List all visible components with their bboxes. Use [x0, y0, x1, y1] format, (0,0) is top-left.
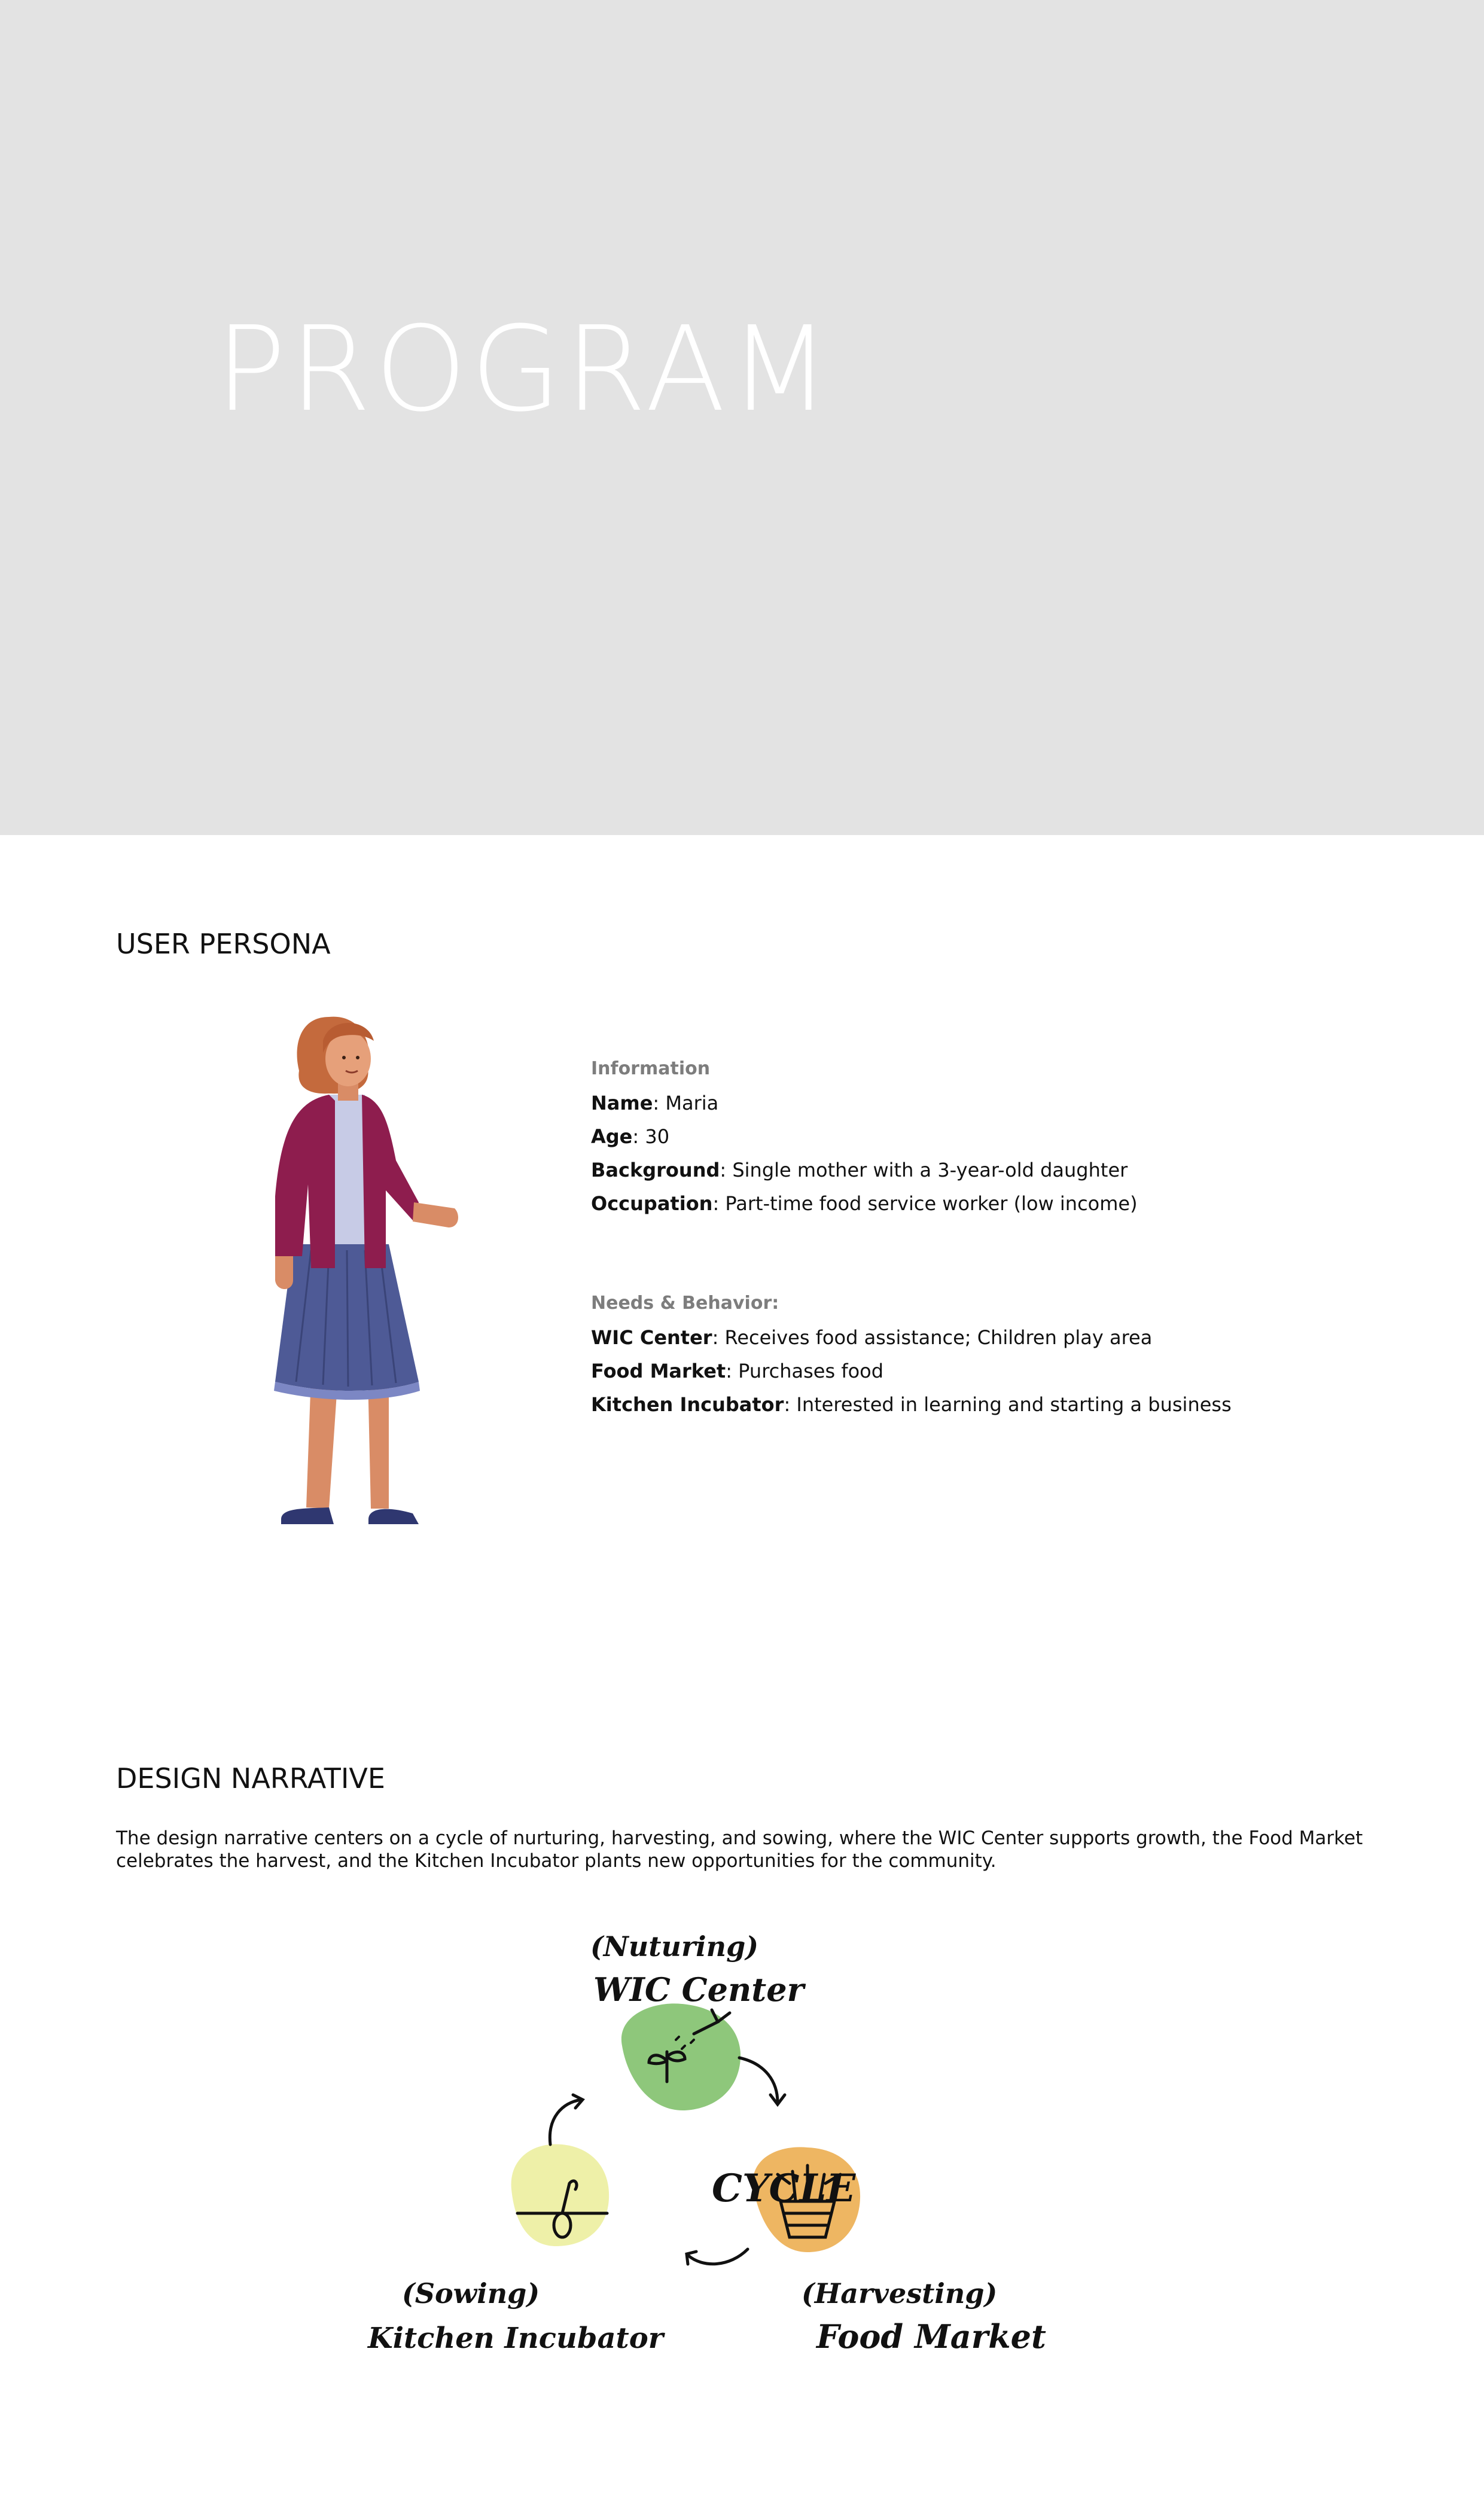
needs-food-market-value: : Purchases food: [726, 1360, 884, 1382]
info-occupation-value: : Part-time food service worker (low income): [712, 1192, 1138, 1215]
hero-banner: [0, 0, 1484, 835]
needs-wic-label: WIC Center: [591, 1326, 712, 1349]
info-background-label: Background: [591, 1159, 720, 1181]
user-persona-title: USER PERSONA: [116, 928, 331, 960]
info-background-row: [591, 1160, 1128, 1180]
needs-kitchen-row: [591, 1395, 1232, 1414]
needs-kitchen-value: : Interested in learning and starting a business: [784, 1393, 1232, 1416]
needs-food-market-row: [591, 1361, 883, 1381]
info-age-label: Age: [591, 1125, 633, 1148]
needs-wic-row: [591, 1328, 1152, 1347]
info-age-row: [591, 1127, 669, 1146]
cycle-center-label: CYCLE: [712, 2166, 856, 2211]
needs-wic-value: : Receives food assistance; Children play area: [712, 1326, 1153, 1349]
needs-food-market-label: Food Market: [591, 1360, 726, 1382]
info-name-value: : Maria: [653, 1092, 719, 1114]
persona-illustration: [239, 1005, 514, 1555]
info-age-value: : 30: [632, 1125, 670, 1148]
information-heading: Information: [591, 1058, 711, 1079]
design-narrative-title: DESIGN NARRATIVE: [116, 1762, 385, 1795]
kitchen-phase-label: (Sowing): [402, 2277, 540, 2310]
wic-phase-label: (Nuturing): [590, 1930, 759, 1963]
kitchen-incubator-blob: [511, 2144, 610, 2246]
wic-name-label: WIC Center: [593, 1970, 805, 2009]
info-name-row: [591, 1093, 718, 1113]
hero-title: PROGRAM: [215, 301, 834, 438]
cycle-diagram: [335, 1902, 1101, 2381]
info-occupation-label: Occupation: [591, 1192, 713, 1215]
narrative-body: The design narrative centers on a cycle of nurturing, harvesting, and sowing, where the WIC Center supports growth, the Food Market celebrates the harvest, and the Kitchen Incubator plants new opportunities for the community.: [116, 1827, 1363, 1872]
info-occupation-row: [591, 1194, 1138, 1213]
info-background-value: : Single mother with a 3-year-old daughter: [720, 1159, 1128, 1181]
kitchen-name-label: Kitchen Incubator: [368, 2322, 664, 2355]
needs-heading: Needs & Behavior:: [591, 1293, 779, 1314]
needs-kitchen-label: Kitchen Incubator: [591, 1393, 784, 1416]
market-name-label: Food Market: [816, 2317, 1046, 2356]
market-phase-label: (Harvesting): [802, 2277, 998, 2310]
info-name-label: Name: [591, 1092, 653, 1114]
